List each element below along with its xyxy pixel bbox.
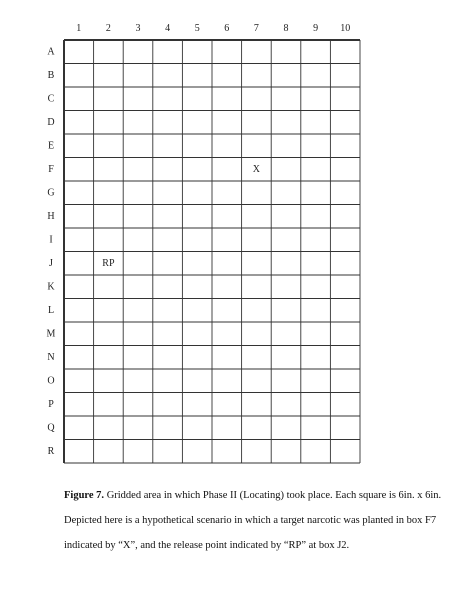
row-label: N xyxy=(47,351,55,363)
row-label: A xyxy=(47,46,55,58)
column-labels xyxy=(76,23,350,34)
row-label: B xyxy=(47,69,55,81)
row-label: P xyxy=(48,398,54,410)
row-label: H xyxy=(47,210,55,222)
row-labels xyxy=(47,46,56,457)
figure-caption-line-2: Depicted here is a hypothetical scenario in which a target narcotic was planted in box F7 xyxy=(64,515,437,526)
column-label: 5 xyxy=(194,23,200,34)
column-label: 7 xyxy=(253,23,259,34)
row-label: M xyxy=(46,328,56,340)
row-label: J xyxy=(49,257,53,269)
row-label: O xyxy=(47,375,55,387)
row-label: R xyxy=(47,445,55,457)
column-label: 10 xyxy=(340,23,351,34)
column-label: 3 xyxy=(135,23,141,34)
column-label: 2 xyxy=(105,23,111,34)
row-label: D xyxy=(47,116,55,128)
figure-caption-label: Figure 7. xyxy=(64,490,105,501)
grid-cell-marker: RP xyxy=(102,257,115,269)
row-label: F xyxy=(48,163,54,175)
column-label: 4 xyxy=(165,23,171,34)
column-label: 9 xyxy=(313,23,319,34)
grid-marks xyxy=(102,164,261,269)
row-label: C xyxy=(47,93,55,105)
row-label: I xyxy=(49,234,53,246)
row-label: K xyxy=(47,281,55,293)
column-label: 6 xyxy=(224,23,230,34)
grid-lines xyxy=(64,40,360,463)
grid-cell-marker: X xyxy=(252,163,261,175)
row-label: Q xyxy=(47,422,55,434)
figure-caption-line-3: indicated by “X”, and the release point indicated by “RP” at box J2. xyxy=(64,540,350,551)
figure-caption-text: Gridded area in which Phase II (Locating) took place. Each square is 6in. x 6in. xyxy=(104,490,442,501)
figure-caption-line-1 xyxy=(64,490,444,503)
row-label: E xyxy=(47,140,55,152)
row-label: G xyxy=(47,187,55,199)
column-label: 1 xyxy=(76,23,82,34)
column-label: 8 xyxy=(283,23,289,34)
row-label: L xyxy=(47,304,55,316)
